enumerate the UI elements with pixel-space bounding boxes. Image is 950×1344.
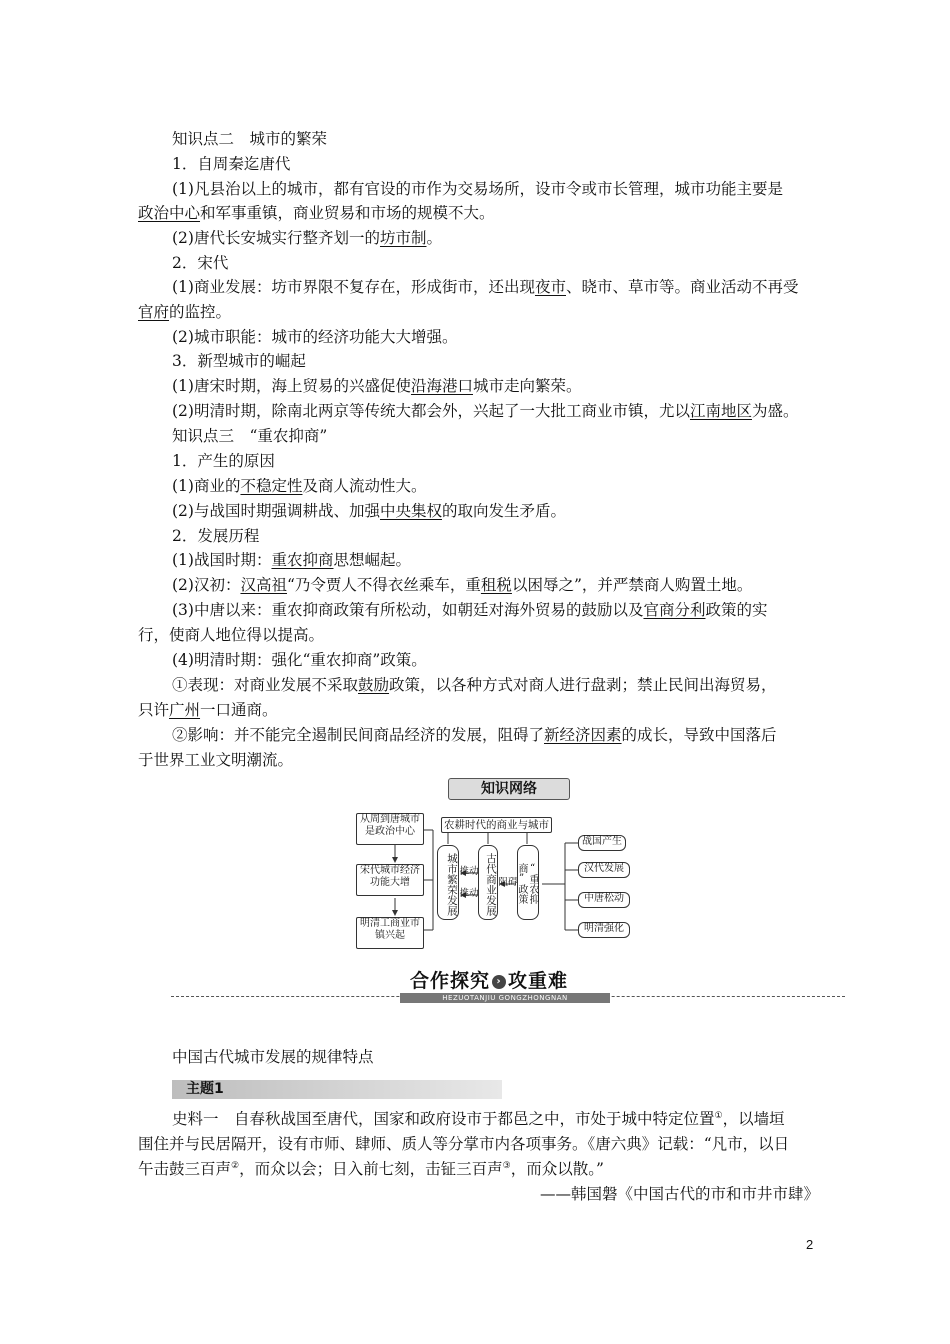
source-line: 午击鼓三百声②，而众以会；日入前七刻，击钲三百声③，而众以散。” bbox=[138, 1160, 604, 1178]
answer-blank: 鼓励 bbox=[358, 676, 390, 694]
sub-heading: 2．发展历程 bbox=[172, 527, 260, 545]
vbox-commerce-development: 古代商业发展 bbox=[478, 845, 498, 920]
box-han-development: 汉代发展 bbox=[578, 862, 630, 878]
paragraph-line: ①表现：对商业发展不采取鼓励政策，以各种方式对商人进行盘剥；禁止民间出海贸易， bbox=[172, 676, 777, 694]
paragraph-line: (1)商业发展：坊市界限不复存在，形成街市，还出现夜市、晓市、草市等。商业活动不再受 bbox=[172, 278, 799, 296]
label-hinder: 阻碍 bbox=[498, 877, 518, 888]
answer-blank: 夜市 bbox=[534, 278, 566, 296]
answer-blank: 重农抑商 bbox=[271, 551, 334, 569]
paragraph-line: (2)与战国时期强调耕战、加强中央集权的取向发生矛盾。 bbox=[172, 502, 566, 520]
source-line: 围住并与民居隔开，设有市师、肆师、质人等分掌市内各项事务。《唐六典》记载：“凡市，以日 bbox=[138, 1135, 790, 1153]
paragraph-line: (1)唐宋时期，海上贸易的兴盛促使沿海港口城市走向繁荣。 bbox=[172, 377, 582, 395]
paragraph-line: 只许广州一口通商。 bbox=[138, 701, 278, 719]
section-title: 中国古代城市发展的规律特点 bbox=[172, 1048, 374, 1066]
sub-heading: 1．自周秦迄唐代 bbox=[172, 155, 291, 173]
paragraph-line: (4)明清时期：强化“重农抑商”政策。 bbox=[172, 651, 427, 669]
box-zhou-tang: 从周到唐城市是政治中心 bbox=[356, 813, 424, 845]
topic-label: 主题1 bbox=[186, 1081, 224, 1097]
cooperative-inquiry-banner: 合作探究 › 攻重难 bbox=[410, 970, 569, 992]
answer-blank: 汉高祖 bbox=[240, 576, 287, 594]
answer-blank: 政治中心 bbox=[138, 204, 201, 222]
topic-label-bar bbox=[172, 1080, 502, 1099]
heading-knowledge-3: 知识点三 “重农抑商” bbox=[172, 427, 328, 445]
paragraph-line: ②影响：并不能完全遏制民间商品经济的发展，阻碍了新经济因素的成长，导致中国落后 bbox=[172, 726, 777, 744]
box-song-city: 宋代城市经济功能大增 bbox=[356, 864, 424, 896]
sub-heading: 1．产生的原因 bbox=[172, 452, 275, 470]
paragraph-line: (2)城市职能：城市的经济功能大大增强。 bbox=[172, 328, 458, 346]
source-citation: ——韩国磐《中国古代的市和市井市肆》 bbox=[540, 1185, 820, 1203]
box-mid-tang: 中唐松动 bbox=[578, 892, 630, 908]
answer-blank: 不稳定性 bbox=[240, 477, 303, 495]
answer-blank: 广州 bbox=[169, 701, 201, 719]
answer-blank: 江南地区 bbox=[689, 402, 752, 420]
knowledge-network-header: 知识网络 bbox=[448, 778, 570, 800]
answer-blank: 新经济因素 bbox=[544, 726, 622, 744]
label-push-2: 推动 bbox=[459, 888, 479, 899]
paragraph-line: 于世界工业文明潮流。 bbox=[138, 751, 294, 769]
paragraph-line: (2)唐代长安城实行整齐划一的坊市制。 bbox=[172, 229, 442, 247]
paragraph-line: 行，使商人地位得以提高。 bbox=[138, 626, 325, 644]
paragraph-line: (1)商业的不稳定性及商人流动性大。 bbox=[172, 477, 427, 495]
paragraph-line: 政治中心和军事重镇，商业贸易和市场的规模不大。 bbox=[138, 204, 495, 222]
sub-heading: 3．新型城市的崛起 bbox=[172, 352, 306, 370]
sub-heading: 2．宋代 bbox=[172, 254, 229, 272]
paragraph-line: (1)凡县治以上的城市，都有官设的市作为交易场所，设市令或市长管理，城市功能主要是 bbox=[172, 180, 783, 198]
paragraph-line: (3)中唐以来：重农抑商政策有所松动，如朝廷对海外贸易的鼓励以及官商分利政策的实 bbox=[172, 601, 768, 619]
vbox-city-prosperity: 城市繁荣发展 bbox=[437, 845, 459, 920]
answer-blank: 官府 bbox=[138, 303, 170, 321]
paragraph-line: (2)明清时期，除南北两京等传统大都会外，兴起了一大批工商业市镇，尤以江南地区为盛。 bbox=[172, 402, 799, 420]
box-warring-states: 战国产生 bbox=[578, 835, 626, 851]
arrow-icon: › bbox=[492, 975, 506, 989]
paragraph-line: (2)汉初：汉高祖“乃令贾人不得衣丝乘车，重租税以困辱之”，并严禁商人购置土地。 bbox=[172, 576, 753, 594]
page-number: 2 bbox=[806, 1237, 814, 1252]
banner-subtitle: HEZUOTANJIU GONGZHONGNAN bbox=[400, 993, 610, 1003]
answer-blank: 中央集权 bbox=[379, 502, 442, 520]
vbox-agriculture-policy: “重农抑商”政策 bbox=[517, 845, 539, 920]
answer-blank: 沿海港口 bbox=[410, 377, 473, 395]
box-top-title: 农耕时代的商业与城市 bbox=[441, 817, 552, 833]
paragraph-line: (1)战国时期：重农抑商思想崛起。 bbox=[172, 551, 411, 569]
answer-blank: 坊市制 bbox=[379, 229, 427, 247]
box-ming-qing-strengthen: 明清强化 bbox=[578, 922, 630, 938]
answer-blank: 租税 bbox=[480, 576, 512, 594]
answer-blank: 官商分利 bbox=[643, 601, 706, 619]
heading-knowledge-2: 知识点二 城市的繁荣 bbox=[172, 130, 328, 148]
paragraph-line: 官府的监控。 bbox=[138, 303, 232, 321]
box-ming-qing-towns: 明清工商业市镇兴起 bbox=[356, 917, 424, 949]
label-push-1: 推动 bbox=[459, 866, 479, 877]
source-line: 史料一 自春秋战国至唐代，国家和政府设市于都邑之中，市处于城中特定位置①，以墙垣 bbox=[172, 1110, 785, 1128]
